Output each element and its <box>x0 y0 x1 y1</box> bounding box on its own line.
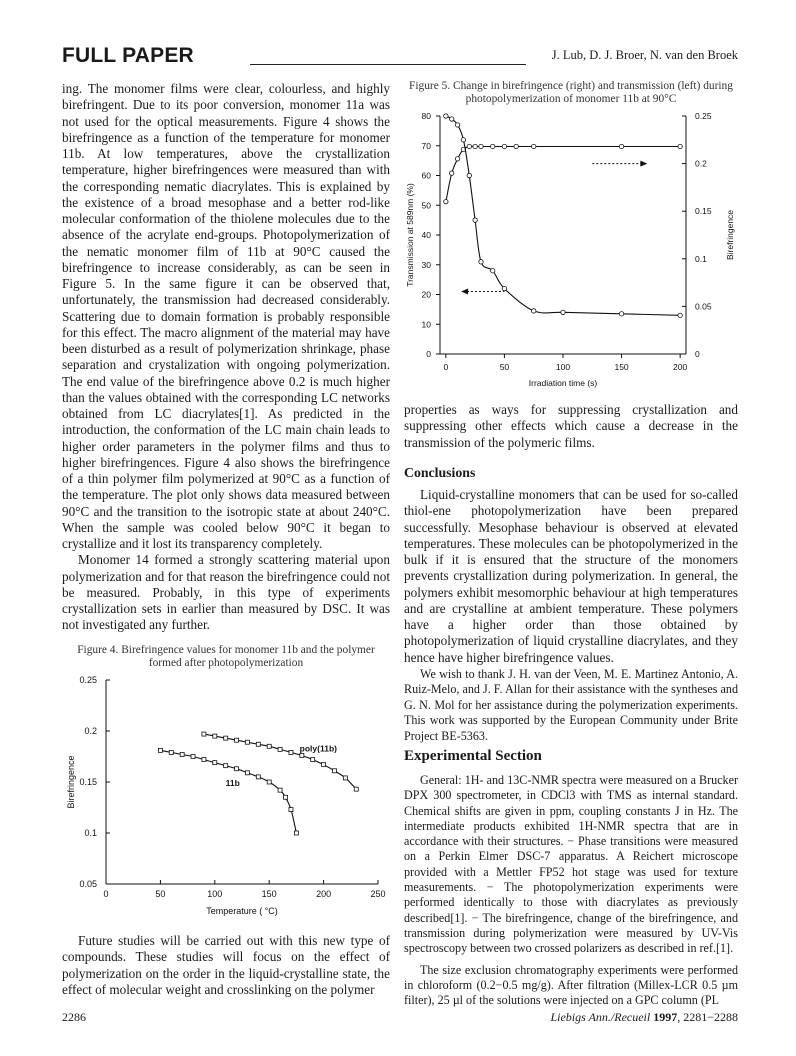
y-tick-label: 0.2 <box>84 726 97 736</box>
right-tick-label: 0 <box>695 349 700 359</box>
right-axis-label: Birefringence <box>725 209 735 261</box>
paragraph: Future studies will be carried out with this new type of compounds. These studies will focus on the effect of polymerization on the order in the liquid-crystalline state, the effect of molecular weight and crosslinking on the polymer <box>62 933 390 997</box>
x-tick-label: 100 <box>207 889 223 899</box>
data-point <box>322 763 326 767</box>
left-tick-label: 40 <box>421 230 431 240</box>
data-point <box>267 780 271 784</box>
series-label: poly(11b) <box>299 743 337 754</box>
series-label: 11b <box>225 778 240 789</box>
data-point <box>235 767 239 771</box>
data-point <box>479 144 483 148</box>
x-axis-label: Irradiation time (s) <box>528 378 598 388</box>
data-point <box>267 744 271 748</box>
data-point <box>619 312 623 316</box>
data-point <box>502 286 506 290</box>
x-tick-label: 250 <box>370 889 386 899</box>
data-point <box>256 742 260 746</box>
data-point <box>300 753 304 757</box>
right-column-body <box>404 402 738 451</box>
paragraph: The size exclusion chromatography experiments were performed in chloroform (0.2−0.5 mg/g). After filtration (Millex-LCR 0.5 µm filter), 25 µl of the solutions were injected on a GPC column (PL <box>404 962 738 1008</box>
data-point <box>278 747 282 751</box>
conclusions-body <box>404 487 738 666</box>
figure-5-chart <box>404 106 738 396</box>
data-point <box>455 123 459 127</box>
data-point <box>455 157 459 161</box>
data-point <box>467 144 471 148</box>
data-point <box>619 144 623 148</box>
data-point <box>158 748 162 752</box>
arrow-head <box>640 161 647 167</box>
data-point <box>191 755 195 759</box>
citation-journal: Liebigs Ann./Recueil <box>550 1010 651 1024</box>
left-tick-label: 70 <box>421 140 431 151</box>
x-axis-label: Temperature ( °C) <box>206 906 278 916</box>
data-point <box>467 173 471 177</box>
series-line <box>160 750 296 833</box>
section-label: FULL PAPER <box>62 44 194 67</box>
left-tick-label: 30 <box>421 259 431 270</box>
x-tick-label: 100 <box>555 362 571 372</box>
data-point <box>678 313 682 317</box>
data-point <box>678 144 682 148</box>
data-point <box>278 788 282 792</box>
y-tick-label: 0.15 <box>79 777 97 787</box>
data-point <box>245 771 249 775</box>
page-number: 2286 <box>62 1010 86 1024</box>
data-point <box>224 764 228 768</box>
x-tick-label: 0 <box>443 362 449 372</box>
data-point <box>532 144 536 148</box>
left-tick-label: 60 <box>421 170 431 181</box>
y-axis-label: Birefringence <box>66 755 76 809</box>
data-point <box>461 138 465 142</box>
journal-citation <box>550 1010 738 1025</box>
data-point <box>180 752 184 756</box>
left-tick-label: 20 <box>421 289 431 300</box>
data-point <box>224 736 228 740</box>
data-point <box>213 761 217 765</box>
x-tick-label: 50 <box>155 889 166 899</box>
data-point <box>311 758 315 762</box>
data-point <box>473 144 477 148</box>
page-header <box>62 44 738 70</box>
y-tick-label: 0.05 <box>79 879 97 889</box>
left-column-body <box>62 81 390 634</box>
x-tick-label: 0 <box>103 889 109 899</box>
right-tick-label: 0.05 <box>695 301 712 312</box>
left-tick-label: 80 <box>421 111 431 121</box>
data-point <box>354 787 358 791</box>
data-point <box>479 260 483 264</box>
right-tick-label: 0.2 <box>695 158 707 169</box>
data-point <box>202 732 206 736</box>
x-tick-label: 200 <box>316 889 332 899</box>
right-tick-label: 0.25 <box>695 111 712 121</box>
data-point <box>289 808 293 812</box>
experimental-heading: Experimental Section <box>404 748 542 764</box>
citation-year: 1997 <box>653 1010 678 1024</box>
right-tick-label: 0.1 <box>695 253 707 264</box>
header-authors: J. Lub, D. J. Broer, N. van den Broek <box>551 48 738 62</box>
x-tick-label: 200 <box>673 362 688 372</box>
left-column-tail <box>62 933 390 998</box>
figure-5-caption: Figure 5. Change in birefringence (right) and transmission (left) during photopolymerization of monomer 11b at 90°C <box>409 80 733 105</box>
right-tick-label: 0.15 <box>695 206 712 217</box>
data-point <box>202 758 206 762</box>
data-point <box>444 114 448 118</box>
series-line <box>446 146 680 201</box>
data-point <box>245 740 249 744</box>
data-point <box>256 775 260 779</box>
paragraph: Monomer 14 formed a strongly scattering material upon polymerization and for that reason the birefringence could not be measured. Probably, in this type of experiments crystallization sets in earlier than measured by DSC. It was not investigated any further. <box>62 552 390 633</box>
data-point <box>235 738 239 742</box>
experimental-body <box>404 773 738 1008</box>
data-point <box>289 750 293 754</box>
left-tick-label: 50 <box>421 200 431 211</box>
x-tick-label: 150 <box>261 889 277 899</box>
left-tick-label: 10 <box>421 319 431 330</box>
data-point <box>284 795 288 799</box>
left-axis-label: Transmission at 589nm (%) <box>405 183 415 287</box>
y-tick-label: 0.1 <box>84 828 97 838</box>
paragraph: Liquid-crystalline monomers that can be used for so-called thiol-ene photopolymerization have been prepared successfully. Mesophase behaviour is observed at elevated temperatures. These molecules can be photopolymerized in the bulk if it is ensured that the structure of the monomers prevents crystallization during polymerization. In general, the polymers exhibit mesomorphic behaviour at high temperatures and are crystalline at ambient temperature. These polymers have a higher order than those obtained by photopolymerization of liquid crystalline diacrylates, and they hence have higher birefringence values. <box>404 487 738 665</box>
acknowledgement <box>404 667 738 744</box>
data-point <box>332 769 336 773</box>
figure-4-caption: Figure 4. Birefringence values for monomer 11b and the polymer formed after photopolymerization <box>77 644 375 669</box>
data-point <box>450 117 454 121</box>
y-tick-label: 0.25 <box>79 675 97 685</box>
paragraph: We wish to thank J. H. van der Veen, M. E. Martinez Antonio, A. Ruiz-Melo, and J. F. Allan for their assistance with the syntheses and G. N. Mol for her assistance during the polymerization experiments. This work was supported by the European Community under Brite Project BE-5363. <box>404 667 738 743</box>
x-tick-label: 50 <box>499 362 510 372</box>
paragraph: ing. The monomer films were clear, colourless, and highly birefringent. Due to its poor conversion, monomer 11a was not used for the optical measurements. Figure 4 shows the birefringence as a function of the temperature for monomer 11b. At low temperatures, above the crystallization temperature, higher birefringences were measured than with the corresponding nematic diacrylates. This is explained by the existence of a broad mesophase and a better rod-like molecular conformation of the thiolene molecules due to the absence of the acrylate end-groups. Photopolymerization of the nematic monomer film of 11b at 90°C caused the birefringence to increase considerably, as can be seen in Figure 5. In the same figure it can be observed that, unfortunately, the transmission had decreased considerably. Scattering due to domain formation is probably responsible for this effect. The macro alignment of the material may have been disturbed as a result of polymerization shrinkage, phase separation and crystalization with ongoing polymerization. The end value of the birefringence above 0.2 is much higher than the values obtained with the corresponding LC networks obtained from LC diacrylates[1]. As predicted in the introduction, the conformation of the LC main chain leads to higher order parameters in the polymer films and thus to higher birefringences. Figure 4 also shows the birefringence of a thin polymer film polymerized at 90°C as a function of the temperature. The plot only shows data measured between 90°C and the transition to the isotropic state at about 240°C. When the sample was cooled below 90°C it began to crystallize and it lost its transparency completely. <box>62 81 390 551</box>
left-tick-label: 0 <box>426 349 431 359</box>
data-point <box>502 144 506 148</box>
arrow-head <box>461 289 468 295</box>
data-point <box>450 171 454 175</box>
data-point <box>532 309 536 313</box>
paragraph: General: 1H- and 13C-NMR spectra were measured on a Brucker DPX 300 spectrometer, in CDCl3 with TMS as internal standard. Chemical shifts are given in ppm, coupling constants J in Hz. The intermediate products exhibited 1H-NMR spectra that are in accordance with their structures. − Phase transitions were measured on a Perkin Elmer DSC-7 apparatus. A Reichert microscope provided with a Mettler FP52 hot stage was used for texture measurements. − The photopolymerization experiments were performed identically to those with diacrylates as previously described[1]. − The birefringence, change of the birefringence, and transmission during polymerization were measured by UV-Vis spectroscopy between two crossed polarizers as described in ref.[1]. <box>404 773 738 956</box>
data-point <box>491 269 495 273</box>
data-point <box>514 144 518 148</box>
citation-pages: , 2281−2288 <box>677 1010 738 1024</box>
data-point <box>294 831 298 835</box>
data-point <box>473 218 477 222</box>
figure-4-chart <box>62 672 394 940</box>
data-point <box>491 144 495 148</box>
paragraph: properties as ways for suppressing crystallization and suppressing other effects which cause a decrease in the transmission of the polymeric films. <box>404 402 738 450</box>
data-point <box>213 734 217 738</box>
header-rule <box>250 64 526 65</box>
data-point <box>444 199 448 203</box>
data-point <box>343 776 347 780</box>
data-point <box>169 750 173 754</box>
data-point <box>561 310 565 314</box>
x-tick-label: 150 <box>614 362 629 372</box>
conclusions-heading: Conclusions <box>404 465 476 480</box>
